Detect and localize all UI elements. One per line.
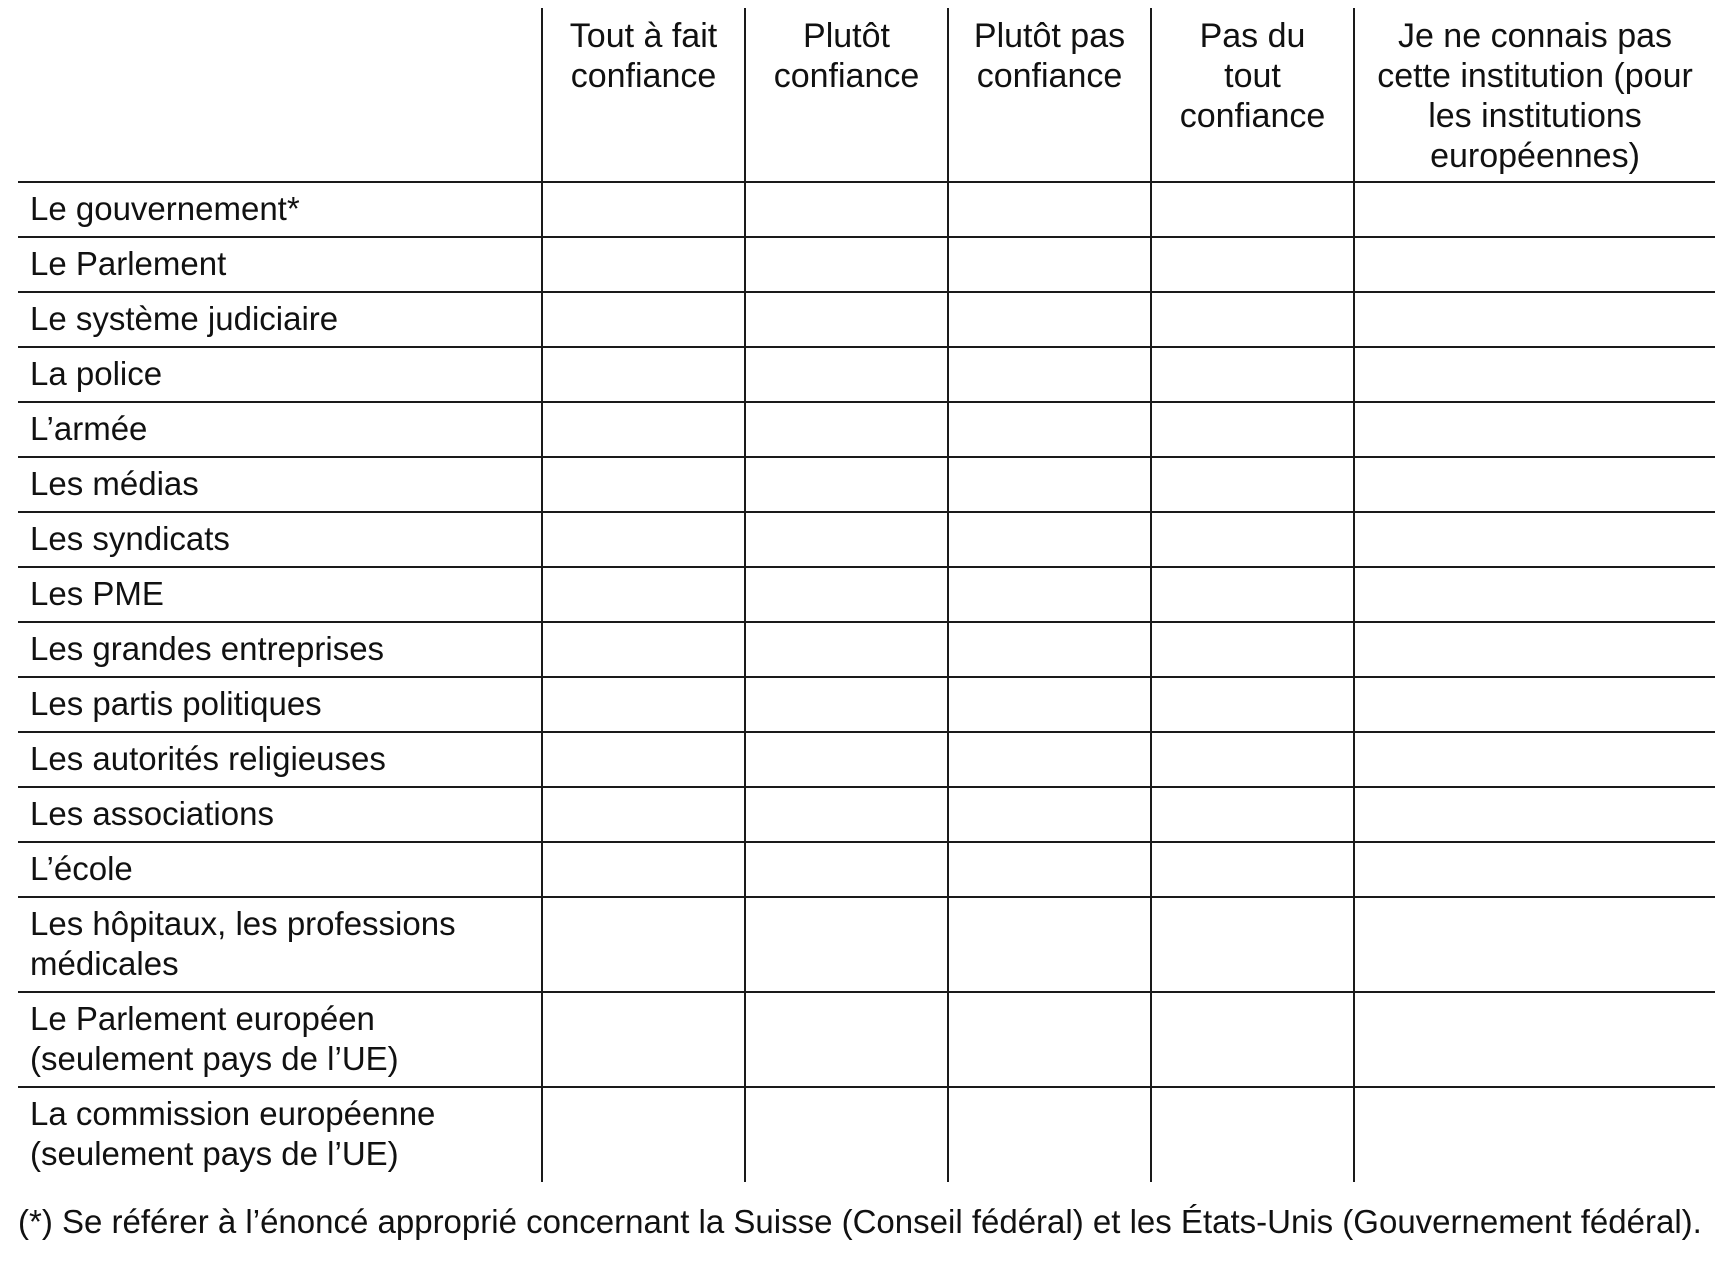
response-cell[interactable] [542,347,745,402]
response-cell[interactable] [1354,567,1715,622]
response-cell[interactable] [1151,732,1354,787]
response-cell[interactable] [745,237,948,292]
response-cell[interactable] [1151,402,1354,457]
response-cell[interactable] [1354,1087,1715,1182]
table-row [18,732,1715,787]
table-row [18,402,1715,457]
response-cell[interactable] [542,622,745,677]
response-cell[interactable] [542,402,745,457]
response-cell[interactable] [1354,292,1715,347]
response-cell[interactable] [745,182,948,237]
response-cell[interactable] [1151,842,1354,897]
response-cell[interactable] [948,732,1151,787]
table-row [18,787,1715,842]
response-cell[interactable] [948,182,1151,237]
response-cell[interactable] [745,677,948,732]
response-cell[interactable] [948,787,1151,842]
table-row [18,897,1715,992]
response-cell[interactable] [745,732,948,787]
response-cell[interactable] [948,567,1151,622]
response-cell[interactable] [1151,457,1354,512]
response-cell[interactable] [1354,732,1715,787]
response-cell[interactable] [745,1087,948,1182]
response-cell[interactable] [948,622,1151,677]
response-cell[interactable] [1151,237,1354,292]
response-cell[interactable] [745,347,948,402]
response-cell[interactable] [745,897,948,992]
response-cell[interactable] [1151,182,1354,237]
response-cell[interactable] [542,787,745,842]
response-cell[interactable] [948,897,1151,992]
table-row [18,622,1715,677]
response-cell[interactable] [1151,622,1354,677]
row-label: La police [18,347,542,402]
column-header-plutot-pas: Plutôt pas confiance [948,8,1151,182]
response-cell[interactable] [745,512,948,567]
response-cell[interactable] [745,402,948,457]
table-row [18,677,1715,732]
response-cell[interactable] [542,732,745,787]
row-label: Le Parlement européen (seulement pays de l’UE) [18,992,542,1087]
column-header-pas-du-tout: Pas du tout confiance [1151,8,1354,182]
row-label: Le Parlement [18,237,542,292]
response-cell[interactable] [542,292,745,347]
response-cell[interactable] [745,457,948,512]
table-row [18,457,1715,512]
response-cell[interactable] [542,567,745,622]
response-cell[interactable] [948,842,1151,897]
response-cell[interactable] [948,677,1151,732]
response-cell[interactable] [542,237,745,292]
response-cell[interactable] [1151,1087,1354,1182]
response-cell[interactable] [1354,677,1715,732]
response-cell[interactable] [1354,182,1715,237]
row-label: Les grandes entreprises [18,622,542,677]
response-cell[interactable] [948,457,1151,512]
table-row [18,567,1715,622]
header-row [18,8,1715,182]
response-cell[interactable] [542,842,745,897]
column-header-tout-a-fait: Tout à fait confiance [542,8,745,182]
row-label: Les autorités religieuses [18,732,542,787]
column-header-plutot: Plutôt confiance [745,8,948,182]
response-cell[interactable] [542,1087,745,1182]
table-row [18,512,1715,567]
header-corner [18,8,542,182]
response-cell[interactable] [542,677,745,732]
table-row [18,992,1715,1087]
row-label: L’école [18,842,542,897]
table-row [18,842,1715,897]
row-label: Les partis politiques [18,677,542,732]
response-cell[interactable] [745,842,948,897]
response-cell[interactable] [745,292,948,347]
response-cell[interactable] [948,237,1151,292]
row-label: Les médias [18,457,542,512]
response-cell[interactable] [1151,567,1354,622]
response-cell[interactable] [1354,237,1715,292]
response-cell[interactable] [1354,402,1715,457]
response-cell[interactable] [1354,457,1715,512]
row-label: Le gouvernement* [18,182,542,237]
response-cell[interactable] [1151,677,1354,732]
response-cell[interactable] [542,182,745,237]
response-cell[interactable] [745,567,948,622]
response-cell[interactable] [542,457,745,512]
row-label: Les syndicats [18,512,542,567]
row-label: L’armée [18,402,542,457]
response-cell[interactable] [542,897,745,992]
footnote: (*) Se référer à l’énoncé approprié concernant la Suisse (Conseil fédéral) et les États-Unis (Gouvernement fédéral). [18,1203,1702,1240]
response-cell[interactable] [542,992,745,1087]
response-cell[interactable] [948,512,1151,567]
response-cell[interactable] [1151,787,1354,842]
row-label: Le système judiciaire [18,292,542,347]
response-cell[interactable] [948,347,1151,402]
response-cell[interactable] [1354,347,1715,402]
response-cell[interactable] [1354,787,1715,842]
response-cell[interactable] [1354,512,1715,567]
row-label: La commission européenne (seulement pays de l’UE) [30,1095,436,1172]
response-cell[interactable] [948,402,1151,457]
response-cell[interactable] [948,992,1151,1087]
response-cell[interactable] [1151,512,1354,567]
table-row [18,347,1715,402]
response-cell[interactable] [1151,897,1354,992]
survey-body [18,182,1715,1182]
response-cell[interactable] [745,622,948,677]
row-label: Les hôpitaux, les professions médicales [18,897,542,992]
row-label: Les associations [18,787,542,842]
response-cell[interactable] [1151,347,1354,402]
response-cell[interactable] [1354,842,1715,897]
response-cell[interactable] [745,787,948,842]
response-cell[interactable] [948,292,1151,347]
response-cell[interactable] [1354,897,1715,992]
trust-survey-table [18,8,1715,1182]
response-cell[interactable] [1151,992,1354,1087]
table-row [18,182,1715,237]
table-row [18,1087,1715,1182]
response-cell[interactable] [1354,992,1715,1087]
response-cell[interactable] [542,512,745,567]
response-cell[interactable] [1151,292,1354,347]
row-label: Les PME [18,567,542,622]
response-cell[interactable] [745,992,948,1087]
column-header-ne-connais-pas: Je ne connais pas cette institution (pour les institutions européennes) [1354,8,1715,182]
response-cell[interactable] [948,1087,1151,1182]
table-row [18,237,1715,292]
table-row [18,292,1715,347]
response-cell[interactable] [1354,622,1715,677]
